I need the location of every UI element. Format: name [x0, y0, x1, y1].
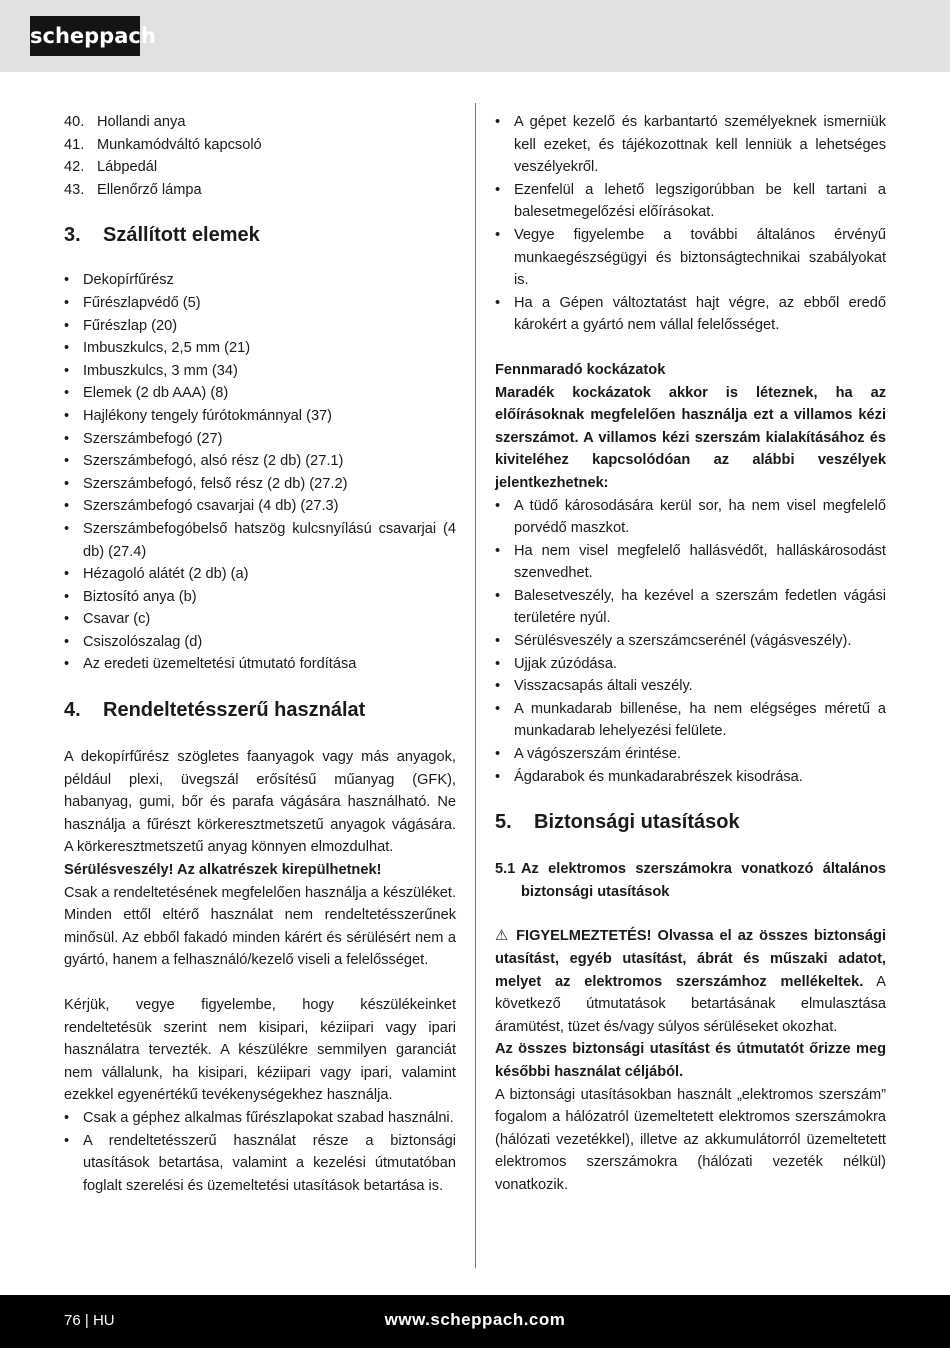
- term-definition-paragraph: A biztonsági utasításokban használt „elektromos szerszám” fogalom a hálózatról üzemeltetett elektromos szerszámokra (hálózati vezetékkel), illetve az akkumulátorról üzemeltetett elektromos szerszámokra (hálózati vezeték nélkül) vonatkozik.: [495, 1086, 886, 1193]
- list-item: • Visszacsapás általi veszély.: [495, 675, 886, 698]
- section-3-heading: 3. Szállított elemek: [64, 224, 260, 247]
- list-item: • Fűrészlapvédő (5): [64, 292, 456, 315]
- header-bar: [0, 0, 950, 72]
- list-item: • A munkadarab billenése, ha nem elégséges méretű a munkadarab lehelyezési felülete.: [495, 698, 886, 743]
- list-item: • Az eredeti üzemeltetési útmutató fordítása: [64, 653, 456, 676]
- list-item: • Ujjak zúzódása.: [495, 653, 886, 676]
- operator-bullets: [495, 111, 886, 337]
- list-item: • Csiszolószalag (d): [64, 631, 456, 654]
- list-item: • Szerszámbefogó (27): [64, 428, 456, 451]
- delivery-items-list: [64, 269, 456, 676]
- parts-list: [64, 111, 456, 201]
- warning-bold-text: FIGYELMEZTETÉS! Olvassa el az összes biztonsági utasítást, egyéb utasítást, ábrát és műszaki adatot, melyet az elektromos szerszámhoz mellékeltek.: [495, 928, 887, 990]
- brand-logo: scheppach: [30, 16, 140, 56]
- list-item: • A vágószerszám érintése.: [495, 743, 886, 766]
- page-number: 76: [64, 1312, 81, 1329]
- list-item: • Ha a Gépen változtatást hajt végre, az ebből eredő károkért a gyártó nem vállal felelősséget.: [495, 292, 886, 337]
- list-item: • Csak a géphez alkalmas fűrészlapokat szabad használni.: [64, 1107, 456, 1130]
- list-item: • Ágdarabok és munkadarabrészek kisodrása.: [495, 766, 886, 789]
- list-item: 40. Hollandi anya: [64, 114, 186, 130]
- list-item: • Biztosító anya (b): [64, 586, 456, 609]
- list-item: 41. Munkamódváltó kapcsoló: [64, 136, 262, 153]
- list-item: 43. Ellenőrző lámpa: [64, 181, 202, 198]
- commercial-use-paragraph: Kérjük, vegye figyelembe, hogy készülékeinket rendeltetésük szerint nem kisipari, kéziipari vagy ipari használatra tervezték. A készülékre semmilyen garanciát nem vállalunk, ha kisipari, kéziipari vagy ipari, valamint ezekkel egyenértékű tevékenységekhez használja.: [64, 997, 456, 1104]
- list-item: • A gépet kezelő és karbantartó személyeknek ismerniük kell ezeket, és tájékozottnak kell lenniük a lehetséges veszélyekről.: [495, 111, 886, 179]
- list-item: • Szerszámbefogó csavarjai (4 db) (27.3): [64, 495, 456, 518]
- list-item: 42. Lábpedál: [64, 159, 158, 176]
- keep-instructions-note: Az összes biztonsági utasítást és útmutatót őrizze meg későbbi használat céljából.: [495, 1041, 886, 1080]
- list-item: • Vegye figyelembe a további általános érvényű munkaegészségügyi és biztonságtechnikai szabályokat is.: [495, 224, 886, 292]
- risk-bullets: [495, 495, 886, 789]
- language-code: HU: [92, 1312, 115, 1329]
- injury-warning: Sérülésveszély! Az alkatrészek kirepülhetnek!: [64, 862, 382, 879]
- website-link[interactable]: www.scheppach.com: [384, 1310, 566, 1329]
- list-item: • Fűrészlap (20): [64, 315, 456, 338]
- list-item: • Hézagoló alátét (2 db) (a): [64, 563, 456, 586]
- right-column: [495, 111, 886, 1197]
- list-item: • Sérülésveszély a szerszámcserénél (vágásveszély).: [495, 630, 886, 653]
- usage-bullets: [64, 1107, 456, 1197]
- section-5-heading: 5. Biztonsági utasítások: [495, 811, 740, 834]
- residual-risks-title: Fennmaradó kockázatok: [495, 361, 666, 378]
- list-item: • Imbuszkulcs, 3 mm (34): [64, 360, 456, 383]
- list-item: • Balesetveszély, ha kezével a szerszám fedetlen vágási területére nyúl.: [495, 585, 886, 630]
- left-column: [64, 111, 456, 1197]
- list-item: • Szerszámbefogó, alsó rész (2 db) (27.1): [64, 450, 456, 473]
- list-item: • Imbuszkulcs, 2,5 mm (21): [64, 337, 456, 360]
- list-item: • Szerszámbefogó, felső rész (2 db) (27.2): [64, 473, 456, 496]
- warning-triangle-icon: ⚠: [495, 927, 511, 945]
- list-item: • Szerszámbefogóbelső hatszög kulcsnyílású csavarjai (4 db) (27.4): [64, 518, 456, 563]
- footer-separator: |: [84, 1312, 89, 1329]
- footer-bar: [0, 1295, 950, 1348]
- residual-risks-intro: Maradék kockázatok akkor is léteznek, ha az előírásoknak megfelelően használja ezt a villamos kézi szerszámot. A villamos kézi szerszám kialakításához és kiviteléhez kapcsolódóan az alábbi veszélyek jelentkezhetnek:: [495, 384, 886, 491]
- general-warning-paragraph: [495, 925, 886, 1038]
- list-item: • Hajlékony tengely fúrótokmánnyal (37): [64, 405, 456, 428]
- responsibility-paragraph: Csak a rendeltetésének megfelelően használja a készüléket. Minden ettől eltérő használat nem rendeltetésszerűnek minősül. Az ebből fakadó minden kárért és sérülésért nem a gyártó, hanem a felhasználó/kezelő viseli a felelősséget.: [64, 884, 456, 969]
- intended-use-paragraph: A dekopírfűrész szögletes faanyagok vagy más anyagok, például plexi, üvegszál erősítésű műanyag (GFK), habanyag, gumi, bőr és parafa vágására használható. Ne használja a fűrészt körkeresztmetszetű anyagok vágására. A körkeresztmetszetű anyag könnyen elmozdulhat.: [64, 749, 456, 856]
- list-item: • A rendeltetésszerű használat része a biztonsági utasítások betartása, valamint a kezelési útmutatóban foglalt szerelési és üzemeltetési utasítások betartása is.: [64, 1130, 456, 1198]
- warning-text: A következő útmutatások betartásának elmulasztása áramütést, tüzet és/vagy súlyos sérüléseket okozhat.: [495, 973, 886, 1035]
- list-item: • Ha nem visel megfelelő hallásvédőt, halláskárosodást szenvedhet.: [495, 540, 886, 585]
- list-item: • Elemek (2 db AAA) (8): [64, 382, 456, 405]
- column-divider: [475, 103, 476, 1268]
- subsection-5-1-heading: 5.1 Az elektromos szerszámokra vonatkozó általános biztonsági utasítások: [495, 861, 886, 900]
- list-item: • Ezenfelül a lehető legszigorúbban be kell tartani a balesetmegelőzési előírásokat.: [495, 179, 886, 224]
- section-4-heading: 4. Rendeltetésszerű használat: [64, 699, 366, 722]
- list-item: • Csavar (c): [64, 608, 456, 631]
- list-item: • Dekopírfűrész: [64, 269, 456, 292]
- list-item: • A tüdő károsodására kerül sor, ha nem visel megfelelő porvédő maszkot.: [495, 495, 886, 540]
